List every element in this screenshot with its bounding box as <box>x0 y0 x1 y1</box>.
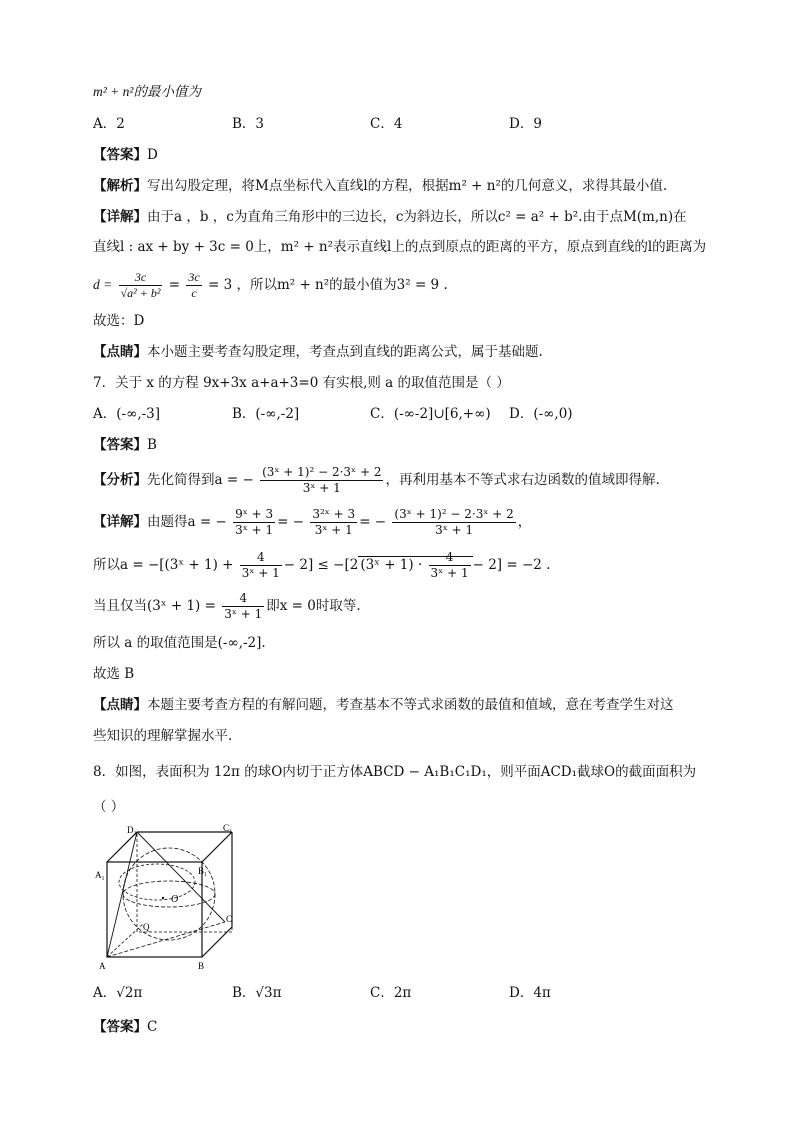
q8-option-d: D．4π <box>509 985 551 1001</box>
q7-option-d: D．(-∞,0) <box>509 406 573 422</box>
detail-text: 所以a = −[(3ˣ + 1) + <box>93 557 234 573</box>
formula-text: = <box>168 277 181 293</box>
square-root: (3ˣ + 1) · $\frac{4}{\text{3ˣ + 1}}$ <box>358 556 472 573</box>
detail-text: ， <box>517 514 532 530</box>
label-c1: C₁ <box>223 823 233 833</box>
label-d1: D₁ <box>127 825 137 835</box>
detail-text: 直线l : ax + by + 3c = 0上，m² + n²表示直线l上的点到原点的距离的平方，原点到直线的l的距离为 <box>93 239 707 255</box>
fraction: $\frac{\text{(3ˣ + 1)² − 2·3ˣ + 2}}{\text{3ˣ + 1}}$ <box>262 465 382 495</box>
formula-text: = 3 ，所以m² + n²的最小值为3² = 9 . <box>207 277 448 293</box>
q6-conclusion: 故选：D <box>93 313 145 329</box>
label-c: C <box>226 914 233 924</box>
detail-text: = − <box>359 514 387 530</box>
answer-value: D <box>147 147 158 163</box>
q8-stem-line-2: （ ） <box>93 799 125 815</box>
q6-comment <box>93 342 543 362</box>
analysis-text: ，再利用基本不等式求右边函数的值域即得解. <box>385 472 660 488</box>
answer-value: C <box>147 1019 158 1035</box>
label-a: A <box>99 961 106 971</box>
analysis-text: 写出勾股定理，将M点坐标代入直线l的方程，根据m² + n²的几何意义，求得其最小值. <box>147 178 668 194</box>
q8-answer <box>93 1017 157 1037</box>
q7-conclusion: 故选 B <box>93 666 135 682</box>
q7-option-a: A．(-∞,-3] <box>93 406 161 422</box>
q7-detail-line-1 <box>93 506 531 538</box>
q6-answer <box>93 145 158 165</box>
q6-option-d: D．9 <box>509 116 542 132</box>
detail-tag: 【详解】 <box>93 209 147 225</box>
fraction: $\frac{4}{\text{3ˣ + 1}}$ <box>430 550 469 580</box>
fraction: $\frac{\text{(3ˣ + 1)² − 2·3ˣ + 2}}{\text{3ˣ + 1}}$ <box>394 507 514 537</box>
comment-tag: 【点睛】 <box>93 697 147 713</box>
detail-text: − 2] = −2 . <box>472 557 551 573</box>
cube-sphere-figure <box>95 822 245 972</box>
q6-detail-line-2 <box>93 237 706 257</box>
comment-text: 本小题主要考查勾股定理，考查点到直线的距离公式，属于基础题. <box>147 344 543 360</box>
q7-comment-line-2: 些知识的理解掌握水平. <box>93 728 233 744</box>
q7-option-c: C．(-∞-2]∪[6,+∞) <box>370 406 491 422</box>
formula-text: d = <box>93 277 113 292</box>
q8-option-c: C．2π <box>370 985 412 1001</box>
q6-detail-line-1 <box>93 207 687 227</box>
analysis-tag: 【解析】 <box>93 178 147 194</box>
label-q: Q <box>143 922 150 932</box>
answer-tag: 【答案】 <box>93 437 147 453</box>
fraction: $\frac{3c}{c}$ <box>188 270 200 300</box>
fraction: $\frac{4}{\text{3ˣ + 1}}$ <box>224 591 263 621</box>
q6-analysis <box>93 176 667 196</box>
q7-option-b: B．(-∞,-2] <box>232 406 300 422</box>
q6-detail-line-3 <box>93 268 448 302</box>
q6-stem-tail: m² + n²的最小值为 <box>93 84 201 99</box>
fraction: $\frac{\text{9ˣ + 3}}{\text{3ˣ + 1}}$ <box>235 507 274 537</box>
q8-stem-line-1: 8．如图，表面积为 12π 的球O内切于正方体ABCD − A₁B₁C₁D₁，则平面ACD₁截球O的截面面积为 <box>93 764 697 780</box>
q7-detail-line-4: 所以 a 的取值范围是(-∞,-2]. <box>93 635 266 651</box>
detail-text: − 2] ≤ −[2 <box>283 557 359 573</box>
q6-option-c: C．4 <box>370 116 403 132</box>
answer-tag: 【答案】 <box>93 1019 147 1035</box>
q6-option-a: A．2 <box>93 116 125 132</box>
detail-text: 由于a ，b ，c为直角三角形中的三边长，c为斜边长，所以c² = a² + b².由于点M(m,n)在 <box>147 209 687 225</box>
comment-tag: 【点睛】 <box>93 344 147 360</box>
detail-text: 由题得a = − <box>147 514 227 530</box>
fraction: $\frac{\text{3²ˣ + 3}}{\text{3ˣ + 1}}$ <box>312 507 356 537</box>
q7-stem: 7．关于 x 的方程 9x+3x a+a+3=0 有实根,则 a 的取值范围是（ ） <box>93 375 510 391</box>
detail-tag: 【详解】 <box>93 514 147 530</box>
comment-text: 本题主要考查方程的有解问题，考查基本不等式求函数的最值和值域，意在考查学生对这 <box>147 697 674 713</box>
detail-text: 即x = 0时取等. <box>266 598 361 614</box>
analysis-tag: 【分析】 <box>93 472 147 488</box>
analysis-text: 先化简得到a = − <box>147 472 254 488</box>
label-a1: A₁ <box>95 870 105 880</box>
q7-answer <box>93 435 157 455</box>
label-b1: B₁ <box>198 866 208 876</box>
q6-option-b: B．3 <box>232 116 265 132</box>
q8-option-b: B．√3π <box>232 985 282 1001</box>
q7-analysis <box>93 464 660 496</box>
q7-detail-line-2 <box>93 548 550 582</box>
q7-comment-line-1 <box>93 695 674 715</box>
q8-option-a: A．√2π <box>93 985 143 1001</box>
detail-text: = − <box>277 514 305 530</box>
label-o: O <box>171 894 179 905</box>
detail-text: 当且仅当(3ˣ + 1) = <box>93 598 216 614</box>
answer-value: B <box>147 437 157 453</box>
label-b: B <box>198 961 205 971</box>
answer-tag: 【答案】 <box>93 147 147 163</box>
q7-detail-line-3 <box>93 590 361 622</box>
fraction: $\frac{4}{\text{3ˣ + 1}}$ <box>241 550 280 580</box>
fraction: $\frac{3c}{\text{√a² + b²}}$ <box>120 270 161 300</box>
